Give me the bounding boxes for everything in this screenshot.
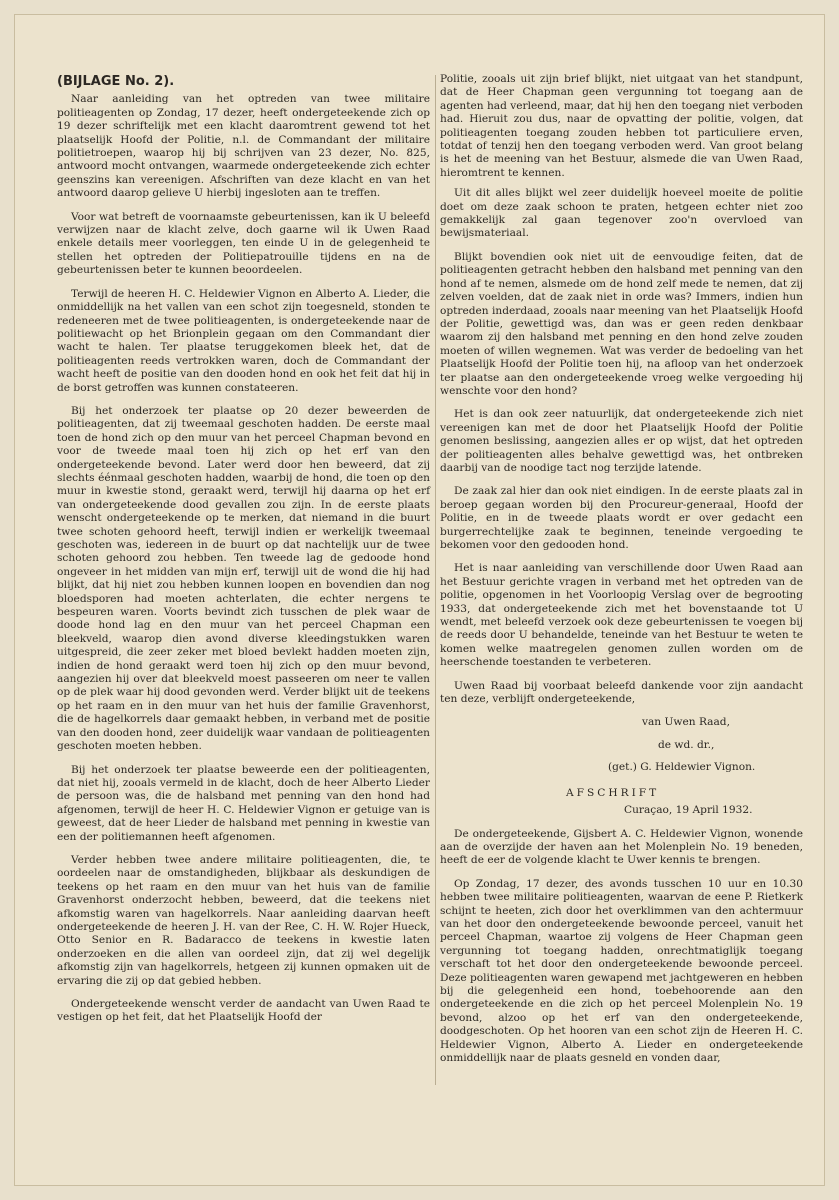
paragraph: Bij het onderzoek ter plaatse op 20 dezer beweerden de politieagenten, dat zij tweemaal geschoten hadden. De eerste maal toen de hond zich op den muur van het perceel Chapman bevond en voor de tweede maal toen hij zich op het erf van den ondergeteekende bevond. Later werd door hen beweerd, dat zij slechts éénmaal geschoten hadden, waarbij de hond, die toen op den muur in kwestie stond, geraakt werd, terwijl hij daarna op het erf van ondergeteekende dood gevallen zou zijn. In de eerste plaats wenscht ondergeteekende op te merken, dat niemand in die buurt twee schoten gehoord heeft, terwijl indien er werkelijk tweemaal geschoten was, iedereen in de buurt op dat nachtelijk uur de twee schoten gehoord zou hebben. Ten tweede lag de gedoode hond ongeveer in het midden van mijn erf, terwijl uit de wond die hij had blijkt, dat hij niet zou hebben kunnen loopen en bovendien dan nog bloedsporen had moeten achterlaten, die echter nergens te bespeuren waren. Voorts bevindt zich tusschen de plek waar de doode hond lag en den muur van het perceel Chapman een bleekveld, waarop dien avond diverse kleedingstukken waren uitgespreid, die zeer zeker met bloed bevlekt hadden moeten zijn, indien de hond geraakt werd toen hij zich op den muur bevond, aangezien hij over dat bleekveld moest passeeren om neer te vallen op de plek waar hij dood gevonden werd. Verder blijkt uit de teekens op het raam en in den muur van het huis der familie Gravenhorst, die de hagelkorrels daar gemaakt hebben, in verband met de positie van den dooden hond, zeer duidelijk waar vandaan de politieagenten geschoten moeten hebben. bbox=[57, 404, 430, 753]
paragraph: Verder hebben twee andere militaire politieagenten, die, te oordeelen naar de omstandigheden, blijkbaar als deskundigen de teekens op het raam en den muur van het huis van de familie Gravenhorst onderzocht hebben, beweerd, dat die teekens niet afkomstig waren van hagelkorrels. Naar aanleiding daarvan heeft ondergeteekende de heeren J. H. van der Ree, C. H. W. Rojer Hueck, Otto Senior en R. Badaracco de teekens in kwestie laten onderzoeken en die allen van oordeel zijn, dat zij wel degelijk afkomstig zijn van hagelkorrels, hetgeen zij kunnen opmaken uit de ervaring die zij op dat gebied hebben. bbox=[57, 853, 430, 987]
document-page bbox=[14, 14, 825, 1186]
paragraph: Politie, zooals uit zijn brief blijkt, niet uitgaat van het standpunt, dat de Heer Chapman geen vergunning tot toegang aan de agenten had verleend, maar, dat hij hen den toegang niet verboden had. Hieruit zou dus, naar de opvatting der politie, volgen, dat politieagenten toegang zouden hebben tot particuliere erven, totdat of tenzij hen den toegang verboden werd. Van groot belang is het de meening van het Bestuur, alsmede die van Uwen Raad, hieromtrent te kennen. bbox=[440, 73, 803, 179]
signature-line: de wd. dr., bbox=[658, 738, 715, 751]
paragraph: Blijkt bovendien ook niet uit de eenvoudige feiten, dat de politieagenten getracht hebben den halsband met penning van den hond af te nemen, alsmede om de hond zelf mede te nemen, dat zij zelven voelden, dat de zaak niet in orde was? Immers, indien hun optreden inderdaad, zooals naar meening van het Plaatselijk Hoofd der Politie, gewettigd was, dan was er geen reden denkbaar waarom zij den halsband met penning en den hond zelve zouden moeten of willen wegnemen. Wat was verder de bedoeling van het Plaatselijk Hoofd der Politie toen hij, na afloop van het onderzoek ter plaatse aan den ondergeteekende vroeg welke vergoeding hij wenschte voor den hond? bbox=[440, 250, 803, 397]
paragraph: Voor wat betreft de voornaamste gebeurtenissen, kan ik U beleefd verwijzen naar de klacht zelve, doch gaarne wil ik Uwen Raad enkele details meer voorleggen, ten einde U in de gelegenheid te stellen het optreden der Politiepatrouille tijdens en na de gebeurtenissen beter te kunnen beoordeelen. bbox=[57, 210, 430, 277]
paragraph: Op Zondag, 17 dezer, des avonds tusschen 10 uur en 10.30 hebben twee militaire politieagenten, waarvan de eene P. Rietkerk schijnt te heeten, zich door het overklimmen van den achtermuur van het door den ondergeteekende bewoonde perceel, vanuit het perceel Chapman, waartoe zij volgens de Heer Chapman geen vergunning tot toegang hadden, onrechtmatiglijk toegang verschaft tot het door den ondergeteekende bewoonde perceel. Deze politieagenten waren gewapend met jachtgeweren en hebben bij die gelegenheid een hond, toebehoorende aan den ondergeteekende en die zich op het perceel Molenplein No. 19 bevond, alzoo op het erf van den ondergeteekende, doodgeschoten. Op het hooren van een schot zijn de Heeren H. C. Heldewier Vignon, Alberto A. Lieder en ondergeteekende onmiddellijk naar de plaats gesneld en vonden daar, bbox=[440, 877, 803, 1064]
signature-line: van Uwen Raad, bbox=[642, 716, 730, 729]
right-column bbox=[440, 73, 803, 1075]
paragraph: De zaak zal hier dan ook niet eindigen. In de eerste plaats zal in beroep gegaan worden bij den Procureur-generaal, Hoofd der Politie, en in de tweede plaats wordt er over gedacht een burgerrechtelijke zaak te beginnen, teneinde vergoeding te bekomen voor den gedooden hond. bbox=[440, 485, 803, 551]
column-divider bbox=[435, 75, 436, 1085]
paragraph: Het is naar aanleiding van verschillende door Uwen Raad aan het Bestuur gerichte vragen in verband met het optreden van de politie, opgenomen in het Voorloopig Verslag over de begrooting 1933, dat ondergeteekende zich met het bovenstaande tot U wendt, met beleefd verzoek ook deze gebeurtenissen te voegen bij de reeds door U behandelde, teneinde van het Bestuur te weten te komen welke maatregelen genomen zullen worden om de heerschende toestanden te verbeteren. bbox=[440, 562, 803, 669]
signature-name: (get.) G. Heldewier Vignon. bbox=[608, 761, 756, 774]
paragraph: Uit dit alles blijkt wel zeer duidelijk hoeveel moeite de politie doet om deze zaak schoon te praten, hetgeen echter niet zoo gemakkelijk zal gaan tegenover zoo'n overvloed van bewijsmateriaal. bbox=[440, 187, 803, 240]
afschrift-title: AFSCHRIFT bbox=[566, 786, 660, 799]
paragraph: Naar aanleiding van het optreden van twee militaire politieagenten op Zondag, 17 dezer, heeft ondergeteekende zich op 19 dezer schriftelijk met een klacht daaromtrent gewend tot het plaatselijk Hoofd der Politie, n.l. de Commandant der militaire politietroepen, waarop hij bij schrijven van 23 dezer, No. 825, antwoord mocht ontvangen, waarmede ondergeteekende zich echter geenszins kan vereenigen. Afschriften van deze klacht en van het antwoord daarop gelieve U hierbij ingesloten aan te treffen. bbox=[57, 93, 430, 200]
paragraph: De ondergeteekende, Gijsbert A. C. Heldewier Vignon, wonende aan de overzijde der haven aan het Molenplein No. 19 beneden, heeft de eer de volgende klacht te Uwer kennis te brengen. bbox=[440, 827, 803, 867]
paragraph: Terwijl de heeren H. C. Heldewier Vignon en Alberto A. Lieder, die onmiddellijk na het vallen van een schot zijn toegesneld, stonden te redeneeren met de twee politieagenten, is ondergeteekende naar de politiewacht op het Brionplein gegaan om den Commandant dier wacht te halen. Ter plaatse teruggekomen bleek het, dat de politieagenten reeds vertrokken waren, doch de Commandant der wacht heeft de positie van den dooden hond en ook het feit dat hij in de borst getroffen was kunnen constateeren. bbox=[57, 287, 430, 394]
paragraph: Ondergeteekende wenscht verder de aandacht van Uwen Raad te vestigen op het feit, dat het Plaatselijk Hoofd der bbox=[57, 998, 430, 1024]
document-heading: (BIJLAGE No. 2). bbox=[57, 74, 175, 89]
dateline: Curaçao, 19 April 1932. bbox=[624, 804, 753, 817]
paragraph: Het is dan ook zeer natuurlijk, dat ondergeteekende zich niet vereenigen kan met de door het Plaatselijk Hoofd der Politie genomen beslissing, aangezien alles er op wijst, dat het optreden der politieagenten alles behalve gewettigd was, het ontbreken daarbij van de noodige tact nog terzijde latende. bbox=[440, 408, 803, 474]
paragraph: Bij het onderzoek ter plaatse beweerde een der politieagenten, dat niet hij, zooals vermeld in de klacht, doch de heer Alberto Lieder de persoon was, die de halsband met penning van den hond had afgenomen, terwijl de heer H. C. Heldewier Vignon er getuige van is geweest, dat de heer Lieder de halsband met penning in kwestie van een der politiemannen heeft afgenomen. bbox=[57, 763, 430, 843]
closing-paragraph: Uwen Raad bij voorbaat beleefd dankende voor zijn aandacht ten deze, verblijft ondergeteekende, bbox=[440, 679, 803, 706]
left-column bbox=[57, 75, 430, 1035]
